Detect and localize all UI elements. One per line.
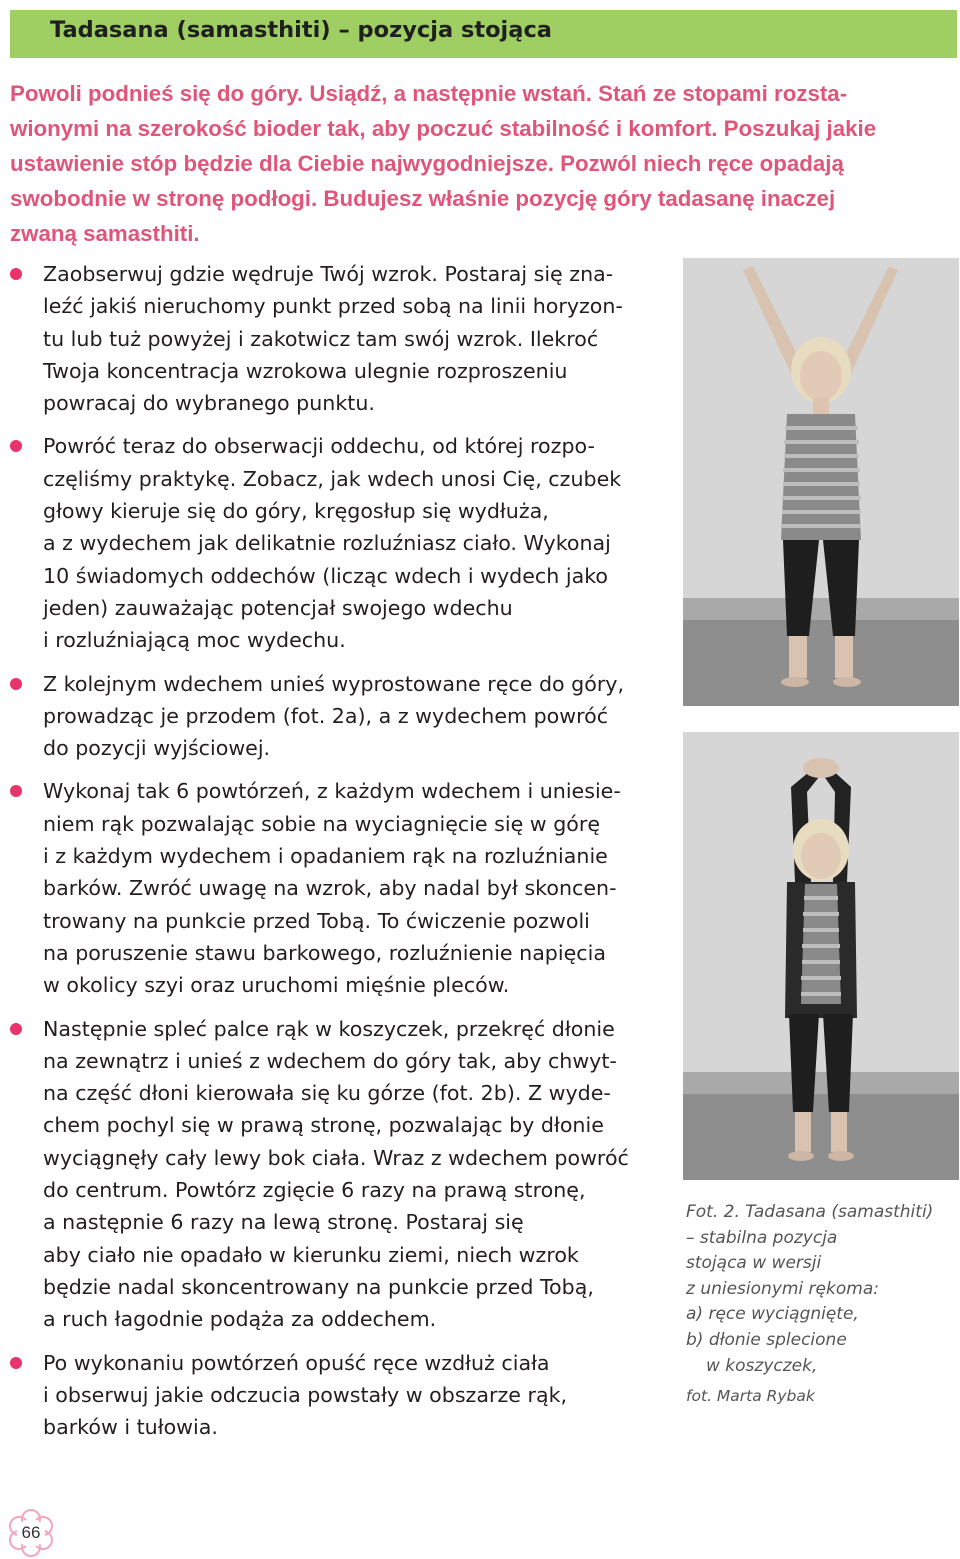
list-item-line: Po wykonaniu powtórzeń opuść ręce wzdłuż ciała	[43, 1350, 550, 1375]
intro-line: wionymi na szerokość bioder tak, aby poczuć stabilność i komfort. Poszukaj jakie	[10, 116, 877, 141]
list-item-line: tu lub tuż powyżej i zakotwicz tam swój wzrok. Ilekroć	[43, 326, 599, 351]
caption-line: a) ręce wyciągnięte,	[686, 1304, 859, 1325]
list-item-line: jeden) zauważając potencjał swojego wdechu	[43, 595, 513, 620]
section-title: Tadasana (samasthiti) – pozycja stojąca	[50, 17, 552, 43]
woman-hands-clasped-figure	[683, 732, 959, 1180]
caption-line: Fot. 2. Tadasana (samasthiti)	[686, 1202, 934, 1222]
list-item-line: a następnie 6 razy na lewą stronę. Postaraj się	[43, 1210, 524, 1235]
list-item-line: trowany na punkcie przed Tobą. To ćwiczenie pozwoli	[43, 908, 590, 933]
list-item	[10, 258, 670, 419]
list-item-line: na zewnątrz i unieś z wdechem do góry tak, aby chwyt-	[43, 1048, 617, 1073]
list-item-line: do centrum. Powtórz zgięcie 6 razy na prawą stronę,	[43, 1178, 586, 1203]
caption-line: z uniesionymi rękoma:	[686, 1278, 879, 1299]
list-item	[10, 1013, 670, 1336]
list-item-line: i rozluźniającą moc wydechu.	[43, 628, 346, 653]
bullet-dot-icon	[10, 268, 22, 280]
list-item	[10, 668, 670, 765]
bullet-dot-icon	[10, 1357, 22, 1369]
bullet-dot-icon	[10, 678, 22, 690]
photo-credit: fot. Marta Rybak	[686, 1387, 815, 1406]
list-item-line: i z każdym wydechem i opadaniem rąk na rozluźnianie	[43, 844, 608, 869]
list-item-line: prowadząc je przodem (fot. 2a), a z wydechem powróć	[43, 703, 609, 728]
intro-line: zwaną samasthiti.	[10, 221, 200, 246]
list-item-line: Powróć teraz do obserwacji oddechu, od której rozpo-	[43, 434, 595, 459]
list-item-line: Z kolejnym wdechem unieś wyprostowane ręce do góry,	[43, 671, 625, 696]
list-item-line: Zaobserwuj gdzie wędruje Twój wzrok. Postaraj się zna-	[43, 262, 614, 286]
list-item-line: chem pochyl się w prawą stronę, pozwalając by dłonie	[43, 1113, 604, 1138]
woman-arms-raised-figure	[683, 258, 959, 706]
list-item-line: aby ciało nie opadało w kierunku ziemi, niech wzrok	[43, 1242, 579, 1267]
list-item	[10, 775, 670, 1001]
list-item-line: na część dłoni kierowała się ku górze (fot. 2b). Z wyde-	[43, 1081, 611, 1106]
list-item-line: 10 świadomych oddechów (licząc wdech i wydech jako	[43, 563, 608, 588]
list-item-line: leźć jakiś nieruchomy punkt przed sobą na linii horyzon-	[43, 294, 623, 319]
caption-line: b) dłonie splecione	[686, 1329, 847, 1350]
instruction-list	[10, 258, 670, 1454]
page-number: 66	[21, 1523, 41, 1542]
list-item	[10, 430, 670, 656]
list-item-line: a z wydechem jak delikatnie rozluźniasz ciało. Wykonaj	[43, 531, 611, 556]
list-item-line: powracaj do wybranego punktu.	[43, 391, 375, 416]
list-item-line: barków i tułowia.	[43, 1415, 218, 1440]
photo-hands-clasped	[683, 732, 959, 1180]
intro-paragraph	[10, 76, 950, 251]
caption-line: – stabilna pozycja	[686, 1227, 838, 1248]
caption-line: w koszyczek,	[706, 1355, 818, 1376]
intro-line: swobodnie w stronę podłogi. Budujesz właśnie pozycję góry tadasanę inaczej	[10, 186, 836, 211]
bullet-dot-icon	[10, 785, 22, 797]
list-item-line: i obserwuj jakie odczucia powstały w obszarze rąk,	[43, 1382, 568, 1407]
list-item-line: będzie nadal skoncentrowany na punkcie przed Tobą,	[43, 1274, 594, 1299]
photo-caption	[686, 1200, 956, 1410]
intro-line: ustawienie stóp będzie dla Ciebie najwygodniejsze. Pozwól niech ręce opadają	[10, 151, 844, 176]
list-item-line: na poruszenie stawu barkowego, rozluźnienie napięcia	[43, 940, 606, 965]
list-item-line: Następnie spleć palce rąk w koszyczek, przekręć dłonie	[43, 1016, 615, 1041]
list-item-line: do pozycji wyjściowej.	[43, 736, 271, 761]
list-item-line: niem rąk pozwalając sobie na wyciagnięcie się w górę	[43, 811, 600, 836]
list-item-line: częliśmy praktykę. Zobacz, jak wdech unosi Cię, czubek	[43, 466, 622, 491]
photo-arms-raised	[683, 258, 959, 706]
list-item-line: wyciągnęły cały lewy bok ciała. Wraz z wdechem powróć	[43, 1145, 629, 1170]
list-item	[10, 1347, 670, 1444]
caption-line: stojąca w wersji	[686, 1253, 822, 1274]
list-item-line: Wykonaj tak 6 powtórzeń, z każdym wdechem i uniesie-	[43, 779, 621, 804]
list-item-line: głowy kieruje się do góry, kręgosłup się wydłuża,	[43, 499, 549, 524]
list-item-line: barków. Zwróć uwagę na wzrok, aby nadal był skoncen-	[43, 876, 617, 901]
bullet-dot-icon	[10, 1023, 22, 1035]
list-item-line: Twoja koncentracja wzrokowa ulegnie rozproszeniu	[43, 358, 568, 383]
intro-line: Powoli podnieś się do góry. Usiądź, a następnie wstań. Stań ze stopami rozsta-	[10, 81, 848, 106]
list-item-line: w okolicy szyi oraz uruchomi mięśnie pleców.	[43, 973, 510, 998]
bullet-dot-icon	[10, 440, 22, 452]
list-item-line: a ruch łagodnie podąża za oddechem.	[43, 1307, 437, 1332]
